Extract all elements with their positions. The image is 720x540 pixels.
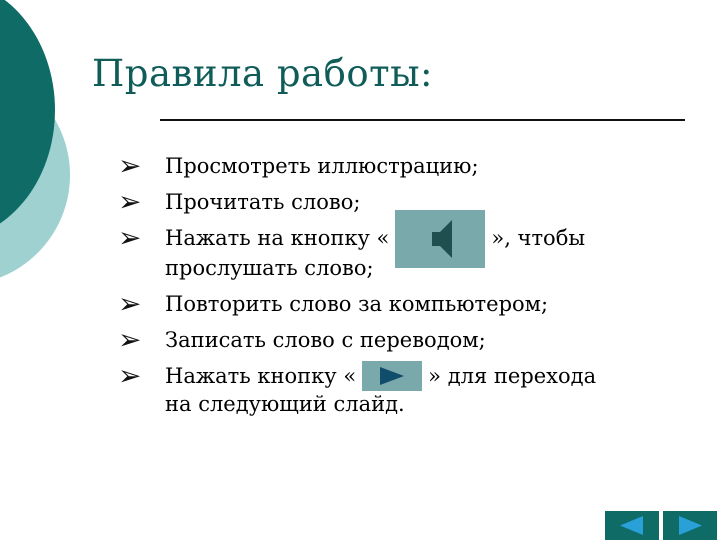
list-item-text: Нажать на кнопку « xyxy=(165,226,390,250)
previous-slide-button[interactable] xyxy=(605,511,659,540)
list-item-text: на следующий слайд. xyxy=(165,391,405,416)
list-item xyxy=(118,322,708,356)
list-item xyxy=(118,149,708,182)
list-item-line xyxy=(165,224,708,254)
next-slide-inline-button[interactable] xyxy=(362,361,422,391)
slide-title: Правила работы: xyxy=(92,52,434,95)
rules-list xyxy=(118,149,708,426)
list-item-text: Повторить слово за компьютером; xyxy=(165,291,549,316)
play-next-icon xyxy=(362,361,422,391)
list-item-text: прослушать слово; xyxy=(165,255,374,280)
list-item xyxy=(118,286,708,320)
list-item xyxy=(118,221,708,282)
triangle-left-icon xyxy=(605,511,659,540)
list-item-text: », чтобы xyxy=(491,226,586,250)
arrowhead-bullet-icon: ➢ xyxy=(118,149,142,182)
list-item-text: Записать слово с переводом; xyxy=(165,327,486,352)
arrowhead-bullet-icon: ➢ xyxy=(118,221,142,254)
list-item xyxy=(118,358,708,418)
arrowhead-bullet-icon: ➢ xyxy=(118,286,142,320)
list-item-text: Просмотреть иллюстрацию; xyxy=(165,154,479,178)
title-divider xyxy=(160,119,685,121)
slide-navigation xyxy=(605,511,717,540)
list-item-line xyxy=(165,362,708,390)
arrowhead-bullet-icon: ➢ xyxy=(118,322,142,356)
arrowhead-bullet-icon: ➢ xyxy=(118,185,142,218)
list-item-text: » для перехода xyxy=(428,363,597,388)
list-item-text: Нажать кнопку « xyxy=(165,363,357,388)
list-item-text: Прочитать слово; xyxy=(165,190,361,214)
triangle-right-icon xyxy=(663,511,717,540)
next-slide-button[interactable] xyxy=(663,511,717,540)
play-sound-button[interactable] xyxy=(395,210,485,268)
speaker-icon xyxy=(395,210,485,268)
arrowhead-bullet-icon: ➢ xyxy=(118,358,142,392)
